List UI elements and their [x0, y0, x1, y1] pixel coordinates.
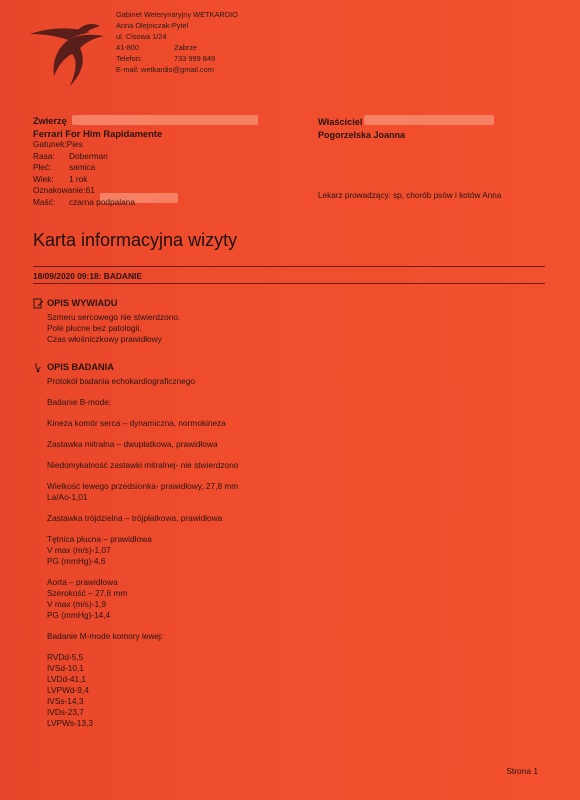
clinic-name: Gabinet Weterynaryjny WETKARDIO	[116, 10, 238, 19]
history-title: OPIS WYWIADU	[47, 298, 118, 308]
exam-line: Zastawka trójdzielna – trójpłatkowa, prawidłowa	[47, 513, 223, 523]
color-label: Maść:	[33, 196, 56, 207]
exam-line: La/Ao-1,01	[47, 492, 88, 502]
clinic-phone-label: Telefon:	[116, 54, 142, 63]
owner-name: Pogorzelska Joanna	[318, 130, 406, 140]
history-body	[33, 312, 180, 345]
owner-section-label: Właściciel	[318, 117, 363, 127]
clinic-doctor: Anna Olejniczak-Pytel	[116, 21, 189, 30]
exam-title: OPIS BADANIA	[47, 362, 114, 372]
sex-value: samica	[69, 162, 96, 172]
age-value: 1 rok	[69, 173, 88, 184]
history-line: Czas włośniczkowy prawidłowy	[47, 334, 162, 344]
history-line: Szmeru sercowego nie stwierdzono.	[47, 312, 181, 322]
exam-line: Badanie B-mode:	[47, 397, 112, 407]
page-number: Strona 1	[506, 766, 538, 776]
history-section	[33, 298, 180, 345]
clinic-phone: 733 999 849	[174, 54, 216, 63]
block-spacer	[47, 471, 238, 481]
exam-line: LVDd-41,1	[47, 674, 87, 684]
color-value: czarna podpalana	[69, 196, 135, 207]
exam-section	[33, 362, 238, 729]
clinic-info	[116, 9, 238, 75]
exam-line: Kineza komór serca – dynamiczna, normokineza	[47, 418, 226, 428]
exam-line: Wielkość lewego przedsionka- prawidłowy, 27,8 mm	[47, 481, 239, 491]
breed-label: Rasa:	[33, 150, 55, 161]
exam-line: Zastawka mitralna – dwupłatkowa, prawidłowa	[47, 439, 218, 449]
exam-line: V max (m/s)-1,9	[47, 599, 107, 609]
exam-line: V max (m/s)-1,07	[47, 545, 111, 555]
block-spacer	[47, 524, 238, 534]
document-title: Karta informacyjna wizyty	[33, 230, 238, 250]
exam-line: PG (mmHg)-4,6	[47, 556, 106, 566]
exam-line: LVPWs-13,3	[47, 718, 93, 728]
exam-line: LVPWd-9,4	[47, 685, 89, 695]
id-value: 61	[85, 185, 95, 195]
exam-line: Badanie M-mode komory lewej:	[47, 631, 164, 641]
exam-line: IVSs-14,3	[47, 696, 84, 706]
divider	[33, 283, 545, 284]
exam-line: Aorta – prawidłowa	[47, 577, 118, 587]
divider	[33, 266, 545, 267]
block-spacer	[47, 642, 238, 652]
exam-line: IVDs-23,7	[47, 707, 84, 717]
exam-line: PG (mmHg)-14,4	[47, 610, 111, 620]
block-spacer	[47, 408, 238, 418]
notes-icon	[33, 298, 44, 309]
exam-line: IVSd-10,1	[47, 663, 84, 673]
block-spacer	[47, 567, 238, 577]
stethoscope-icon	[33, 362, 44, 373]
animal-name: Ferrari For Him Rapidamente	[33, 127, 163, 139]
age-label: Wiek:	[33, 173, 54, 184]
clinic-city: Zabrze	[174, 43, 198, 52]
attending-vet: Lekarz prowadzący: sp, chorób psów i kotów Anna	[318, 191, 502, 200]
exam-line: Tętnica płucna – prawidłowa	[47, 534, 152, 544]
clinic-postal-code: 41-800	[116, 43, 140, 52]
block-spacer	[47, 621, 238, 631]
clinic-logo	[28, 14, 108, 94]
owner-section	[318, 116, 405, 142]
clinic-street: ul. Cisowa 1/24	[116, 32, 167, 41]
block-spacer	[47, 503, 238, 513]
block-spacer	[47, 450, 238, 460]
block-spacer	[47, 429, 238, 439]
animal-section-label: Zwierzę	[33, 116, 67, 126]
exam-line: Niedomykalność zastawki mitralnej- nie stwierdzono	[47, 460, 239, 470]
block-spacer	[47, 387, 238, 397]
animal-section	[33, 116, 162, 208]
clinic-email: E-mail: wetkardio@gmail.com	[116, 65, 214, 74]
exam-line: Protokół badania echokardiograficznego	[47, 376, 196, 386]
history-line: Pole płucne bez patologii.	[47, 323, 142, 333]
sex-label: Płeć:	[33, 162, 52, 172]
id-label: Oznakowanie:	[33, 185, 86, 195]
exam-line: RVDd-5,5	[47, 652, 84, 662]
exam-line: Szerokość – 27,6 mm	[47, 588, 128, 598]
visit-header: 18/09/2020 09:18: BADANIE	[33, 271, 142, 281]
breed-value: Doberman	[69, 150, 108, 161]
animal-species: Gatunek:Pies	[33, 139, 83, 149]
exam-body	[33, 376, 238, 729]
